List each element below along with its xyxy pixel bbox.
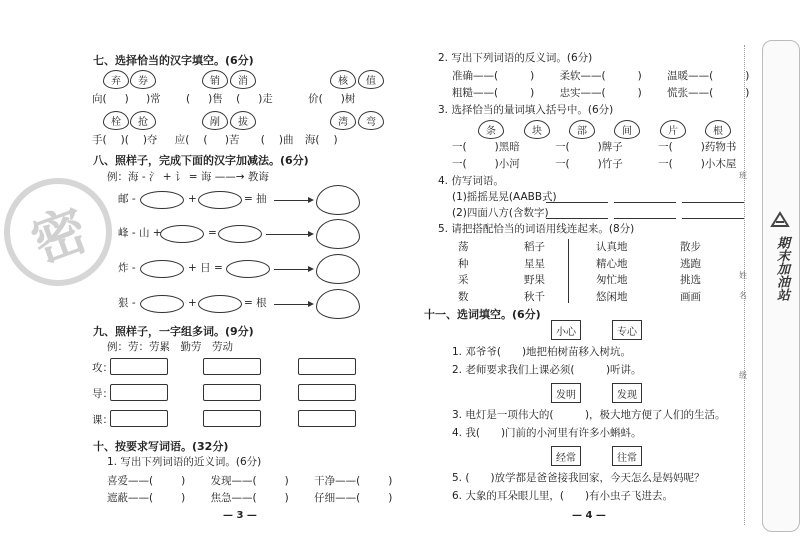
measure-cloud: 部 — [569, 120, 595, 139]
fill-text: 向( ) )常 ( )售 ( )走 价( )树 — [92, 93, 356, 105]
seal-stamp: 密 — [0, 163, 127, 301]
blank-oval[interactable] — [160, 225, 204, 243]
match-col — [458, 239, 478, 305]
synonym-row: 遮蔽——( ) 焦急——( ) 仔细——( ) — [107, 492, 393, 504]
s11-q1: 1. 邓爷爷( )地把柏树苗移入树坑。 — [452, 346, 632, 358]
arrow — [274, 269, 312, 270]
measure-cloud: 间 — [614, 120, 640, 139]
match-word[interactable]: 散步 — [680, 241, 701, 253]
answer-box[interactable] — [110, 384, 168, 401]
match-word[interactable]: 荡 — [458, 241, 469, 253]
answer-box[interactable] — [298, 358, 356, 375]
match-word[interactable]: 挑选 — [680, 274, 701, 286]
blank-oval[interactable] — [140, 295, 184, 313]
arrow — [266, 234, 312, 235]
answer-box[interactable] — [110, 410, 168, 427]
char-label: 导： — [92, 388, 113, 400]
question-1: 1. 写出下列词语的近义词。(6分) — [107, 456, 262, 468]
match-word[interactable]: 野果 — [524, 274, 545, 286]
answer-cloud[interactable] — [316, 219, 360, 249]
answer-box[interactable] — [110, 358, 168, 375]
match-word[interactable]: 秋千 — [524, 290, 545, 303]
match-word[interactable]: 逃跑 — [680, 257, 701, 270]
match-col — [596, 239, 646, 305]
match-word[interactable]: 悠闲地 — [596, 290, 628, 303]
answer-line[interactable] — [682, 218, 744, 219]
s11-q3: 3. 电灯是一项伟大的( )，极大地方便了人们的生活。 — [452, 409, 726, 421]
measure-cloud: 块 — [524, 120, 550, 139]
synonym-row: 喜爱——( ) 发现——( ) 干净——( ) — [107, 475, 393, 487]
match-word[interactable]: 画画 — [680, 290, 701, 303]
answer-box[interactable] — [298, 384, 356, 401]
answer-cloud[interactable] — [316, 289, 360, 319]
calc-op: + — [188, 193, 197, 205]
calc-end: = — [208, 227, 217, 239]
answer-line[interactable] — [546, 218, 608, 219]
side-label: 班 — [739, 171, 747, 180]
match-word[interactable]: 精心地 — [596, 257, 628, 270]
char-cloud: 核 — [330, 70, 356, 89]
match-word[interactable]: 种 — [458, 257, 469, 270]
match-col — [680, 239, 720, 305]
match-word[interactable]: 数 — [458, 290, 469, 303]
q4-part-2: (2)四面八方(含数字) — [452, 207, 549, 219]
calc-op: + — [188, 297, 197, 309]
question-2: 2. 写出下列词语的反义词。(6分) — [438, 52, 593, 64]
match-word[interactable]: 稻子 — [524, 241, 545, 253]
word-option: 经常 — [551, 446, 581, 466]
char-cloud: 栓 — [103, 111, 129, 130]
match-word[interactable]: 星星 — [524, 257, 545, 270]
page-number: — 3 — — [223, 510, 257, 521]
antonym-row: 粗糙——( ) 忠实——( ) 慌张——( ) — [452, 87, 750, 99]
calc-op: + 日 = — [188, 262, 223, 274]
section-11-title: 十一、选词填空。(6分) — [424, 308, 541, 321]
section-8-title: 八、照样子，完成下面的汉字加减法。(6分) — [93, 154, 309, 167]
side-label: 名 — [739, 291, 747, 300]
answer-line[interactable] — [614, 202, 676, 203]
blank-oval[interactable] — [140, 191, 184, 209]
char-cloud: 券 — [130, 70, 156, 89]
char-cloud: 弯 — [358, 111, 384, 130]
answer-line[interactable] — [614, 218, 676, 219]
char-cloud: 弃 — [103, 70, 129, 89]
measure-cloud: 根 — [705, 120, 731, 139]
s11-q5: 5. ( )放学都是爸爸接我回家，今天怎么是妈妈呢？ — [452, 472, 705, 484]
example-text: 例：海 - 氵 + 讠 = 诲 ——→ 教诲 — [107, 171, 269, 183]
s11-q6: 6. 大象的耳朵眼儿里，( )有小虫子飞进去。 — [452, 490, 674, 502]
brand-name: 期末加油站 — [774, 236, 789, 301]
measure-row: 一( )黑暗 一( )牌子 一( )药物书 — [452, 141, 737, 153]
char-cloud: 值 — [358, 70, 384, 89]
answer-box[interactable] — [203, 410, 261, 427]
char-cloud: 剐 — [202, 111, 228, 130]
char-label: 课： — [92, 414, 113, 426]
section-10-title: 十、按要求写词语。(32分) — [93, 440, 229, 453]
page-number: — 4 — — [572, 510, 606, 521]
arrow — [274, 304, 312, 305]
answer-line[interactable] — [546, 202, 608, 203]
side-label: 姓 — [739, 271, 747, 280]
example-text: 例：劳：劳累 勤劳 劳动 — [107, 341, 233, 353]
measure-cloud: 片 — [660, 120, 686, 139]
antonym-row: 准确——( ) 柔软——( ) 温暖——( ) — [452, 70, 750, 82]
answer-box[interactable] — [298, 410, 356, 427]
blank-oval[interactable] — [140, 260, 184, 278]
q4-part-1: (1)摇摇晃晃(AABB式) — [452, 191, 557, 203]
word-option: 发现 — [612, 383, 642, 403]
word-option: 往常 — [612, 446, 642, 466]
side-label: 级 — [739, 371, 747, 380]
section-9-title: 九、照样子，一字组多词。(9分) — [93, 325, 254, 338]
brand-logo-icon — [770, 210, 790, 230]
measure-cloud: 条 — [478, 120, 504, 139]
section-7-title: 七、选择恰当的汉字填空。(6分) — [93, 54, 254, 67]
cut-line — [744, 45, 745, 525]
word-option: 发明 — [551, 383, 581, 403]
question-5: 5. 请把搭配恰当的词语用线连起来。(8分) — [438, 223, 635, 235]
blank-oval[interactable] — [226, 260, 270, 278]
blank-oval[interactable] — [218, 225, 262, 243]
s11-q4: 4. 我( )门前的小河里有许多小蝌蚪。 — [452, 427, 642, 439]
match-word[interactable]: 认真地 — [596, 241, 628, 253]
char-cloud: 拔 — [230, 111, 256, 130]
measure-row: 一( )小河 一( )竹子 一( )小木屋 — [452, 158, 737, 170]
calc-start: 峰 - 山 + — [118, 227, 162, 239]
blank-oval[interactable] — [198, 295, 242, 313]
word-option: 专心 — [612, 320, 642, 340]
answer-box[interactable] — [203, 358, 261, 375]
question-4: 4. 仿写词语。 — [438, 175, 504, 187]
arrow — [274, 200, 312, 201]
blank-oval[interactable] — [198, 191, 242, 209]
char-cloud: 湾 — [330, 111, 356, 130]
match-word[interactable]: 匆忙地 — [596, 274, 628, 286]
calc-end: = 根 — [244, 297, 267, 309]
word-option: 小心 — [551, 320, 581, 340]
char-label: 攻： — [92, 362, 113, 374]
answer-box[interactable] — [203, 384, 261, 401]
char-cloud: 抢 — [130, 111, 156, 130]
answer-line[interactable] — [682, 202, 744, 203]
calc-start: 炸 - — [118, 262, 136, 274]
calc-end: = 抽 — [244, 193, 267, 205]
match-col — [524, 239, 564, 305]
char-cloud: 销 — [202, 70, 228, 89]
calc-start: 狠 - — [118, 297, 136, 309]
char-cloud: 消 — [230, 70, 256, 89]
divider — [568, 239, 569, 303]
match-word[interactable]: 采 — [458, 274, 469, 286]
calc-start: 邮 - — [118, 193, 136, 205]
answer-cloud[interactable] — [316, 254, 360, 284]
fill-text: 手( )( )夺 应( ( )苦 ( )曲 海( ) — [92, 134, 338, 146]
question-3: 3. 选择恰当的量词填入括号中。(6分) — [438, 104, 614, 116]
s11-q2: 2. 老师要求我们上课必须( )听讲。 — [452, 364, 642, 376]
answer-cloud[interactable] — [316, 185, 360, 215]
